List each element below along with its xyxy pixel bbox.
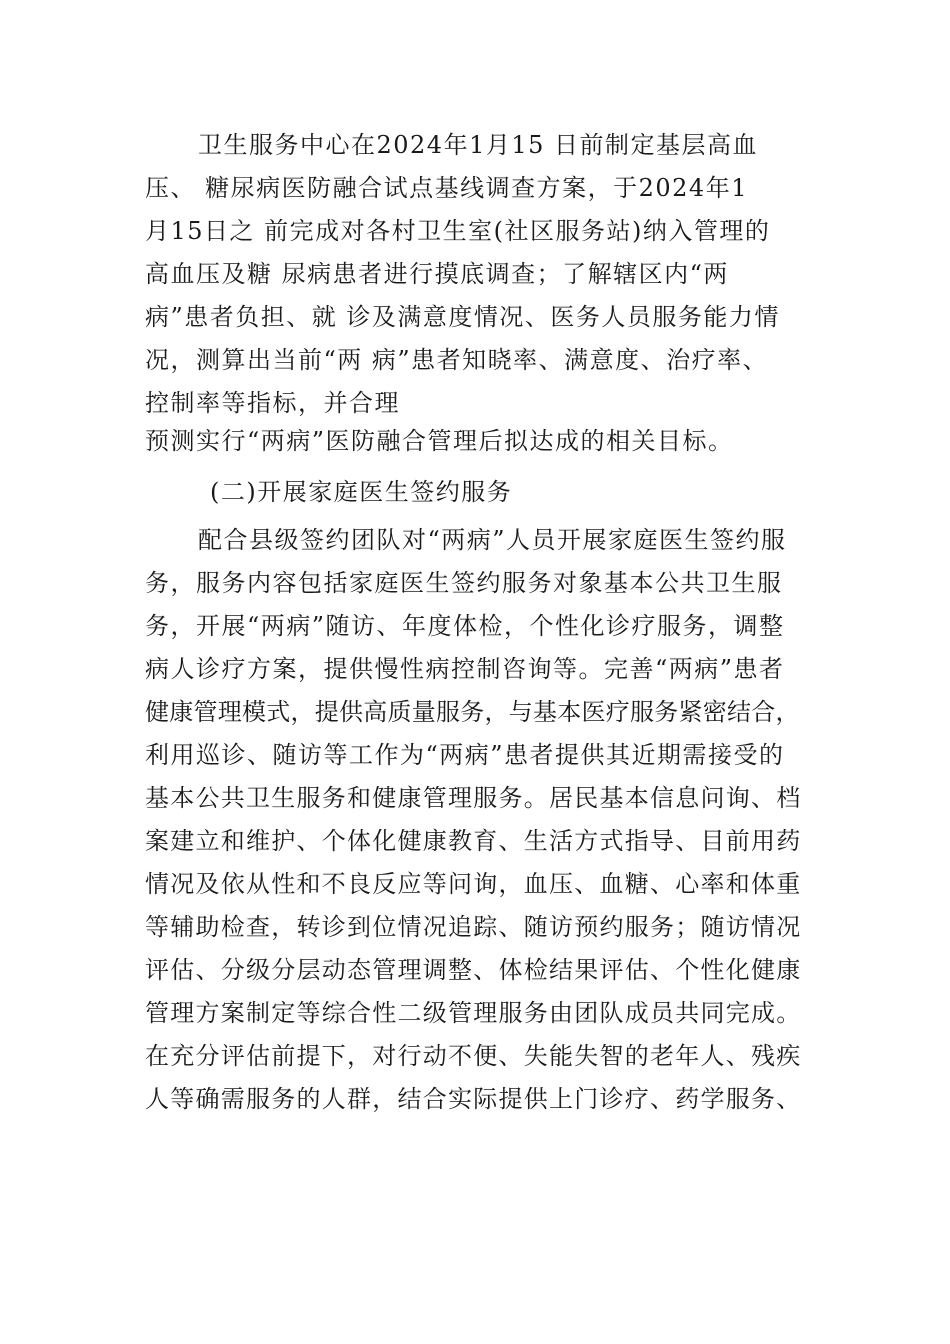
paragraph-1-line: 控制率等指标，并合理 (145, 389, 400, 417)
paragraph-1-line: 预测实行“两病”医防融合管理后拟达成的相关目标。 (145, 427, 734, 455)
paragraph-1-line: 况，测算出当前“两 病”患者知晓率、满意度、治疗率、 (145, 346, 769, 374)
paragraph-2-line: 利用巡诊、随访等工作为“两病”患者提供其近期需接受的 (145, 741, 785, 769)
paragraph-1-line: 卫生服务中心在2024年1月15 日前制定基层高血 (198, 131, 759, 159)
paragraph-2-line: 配合县级签约团队对“两病”人员开展家庭医生签约服 (198, 526, 787, 554)
paragraph-2-line: 等辅助检查，转诊到位情况追踪、随访预约服务；随访情况 (145, 913, 802, 941)
paragraph-2-line: 健康管理模式，提供高质量服务，与基本医疗服务紧密结合， (145, 698, 800, 726)
paragraph-2-line: 基本公共卫生服务和健康管理服务。居民基本信息问询、档 (145, 784, 802, 812)
paragraph-2-line: 病人诊疗方案，提供慢性病控制咨询等。完善“两病”患者 (145, 655, 785, 683)
paragraph-2-line: 评估、分级分层动态管理调整、体检结果评估、个性化健康 (145, 956, 802, 984)
paragraph-1-line: 病”患者负担、就 诊及满意度情况、医务人员服务能力情 (145, 303, 780, 331)
paragraph-1-line: 月15日之 前完成对各村卫生室(社区服务站)纳入管理的 (145, 217, 771, 245)
section-heading: (二)开展家庭医生签约服务 (210, 478, 513, 506)
paragraph-2-line: 在充分评估前提下，对行动不便、失能失智的老年人、残疾 (145, 1042, 802, 1070)
paragraph-1-line: 压、 糖尿病医防融合试点基线调查方案，于2024年1 (145, 174, 748, 202)
paragraph-2-line: 务，服务内容包括家庭医生签约服务对象基本公共卫生服 (145, 569, 783, 597)
paragraph-2-line: 案建立和维护、个体化健康教育、生活方式指导、目前用药 (145, 827, 802, 855)
paragraph-2-line: 人等确需服务的人群，结合实际提供上门诊疗、药学服务、 (145, 1085, 802, 1113)
paragraph-2-line: 务，开展“两病”随访、年度体检，个性化诊疗服务，调整 (145, 612, 785, 640)
paragraph-1-line: 高血压及糖 尿病患者进行摸底调查；了解辖区内“两 (145, 260, 729, 288)
paragraph-2-line: 情况及依从性和不良反应等问询，血压、血糖、心率和体重 (145, 870, 802, 898)
paragraph-2-line: 管理方案制定等综合性二级管理服务由团队成员共同完成。 (145, 999, 802, 1027)
